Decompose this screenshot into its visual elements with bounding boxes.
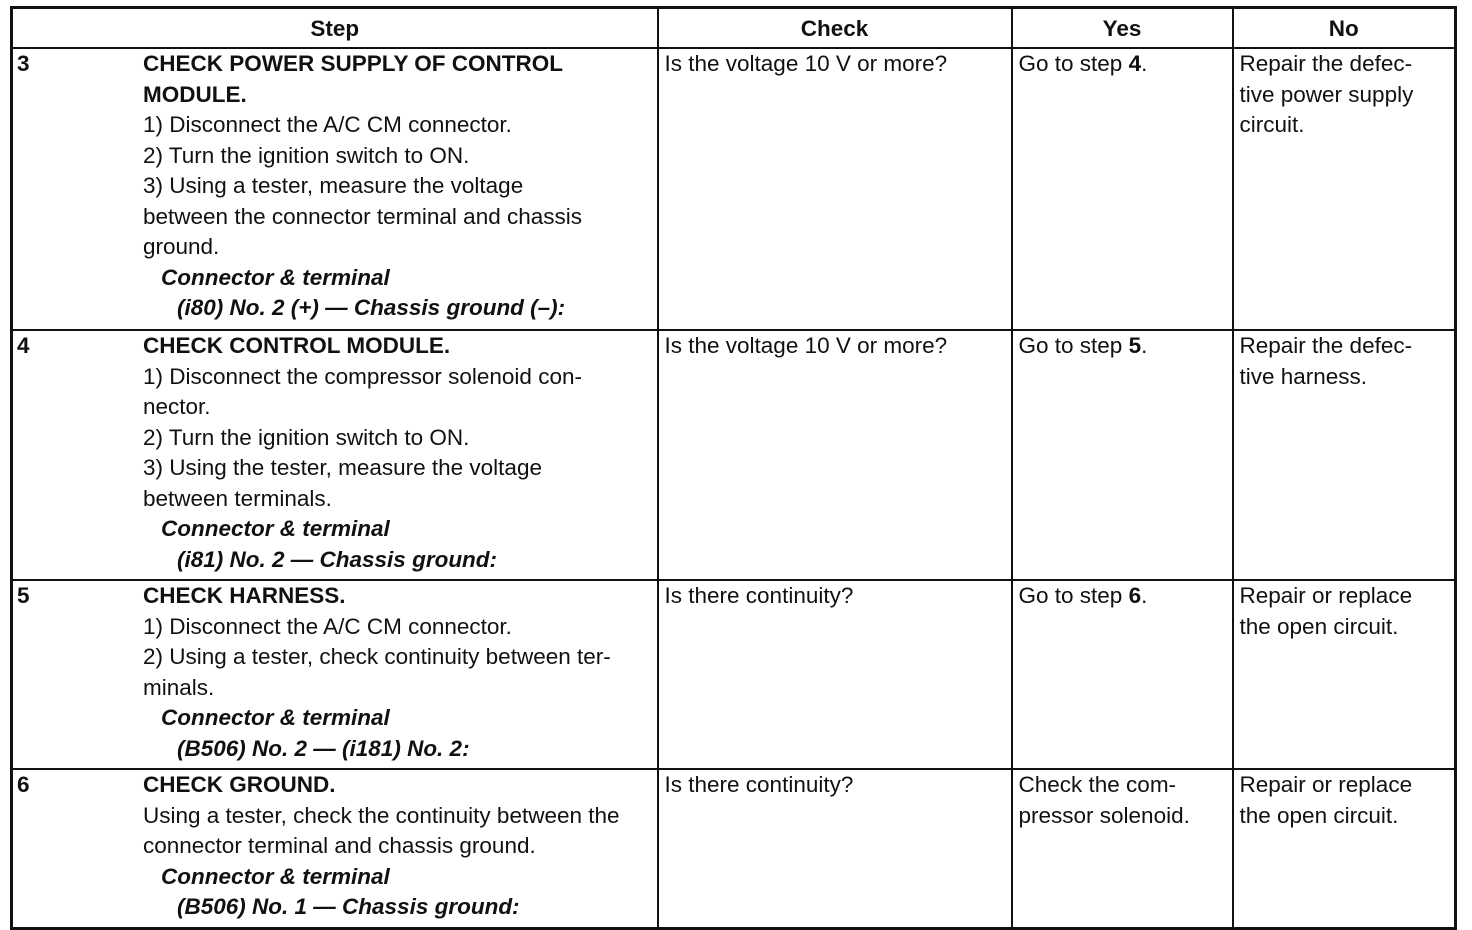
yes-prefix: Go to step bbox=[1018, 333, 1129, 358]
table-row bbox=[12, 48, 1456, 330]
yes-prefix: Go to step bbox=[1018, 583, 1129, 608]
check-cell: Is there continuity? bbox=[658, 769, 1012, 928]
instruction-line: 1) Disconnect the A/C CM connector. bbox=[143, 613, 512, 639]
instruction-line: 1) Disconnect the compressor solenoid con- bbox=[143, 363, 582, 389]
step-cell bbox=[12, 769, 658, 928]
yes-suffix: . bbox=[1141, 51, 1148, 76]
no-cell bbox=[1233, 330, 1456, 580]
yes-suffix: . bbox=[1141, 333, 1148, 358]
no-line: Repair the defec- bbox=[1239, 51, 1413, 76]
instruction-line: 3) Using the tester, measure the voltage bbox=[143, 455, 542, 480]
no-line: circuit. bbox=[1239, 112, 1305, 137]
check-cell: Is the voltage 10 V or more? bbox=[658, 48, 1012, 330]
step-title-cont: MODULE. bbox=[143, 81, 247, 107]
step-cell bbox=[12, 48, 658, 330]
yes-cell bbox=[1012, 48, 1233, 330]
yes-step-link: 4 bbox=[1128, 51, 1142, 76]
instruction-line: minals. bbox=[143, 674, 215, 700]
instruction-line: ground. bbox=[143, 234, 220, 259]
step-number: 5 bbox=[17, 583, 30, 608]
table-row bbox=[12, 330, 1456, 580]
check-cell: Is the voltage 10 V or more? bbox=[658, 330, 1012, 580]
connector-terminal-value: (B506) No. 2 — (i181) No. 2: bbox=[177, 735, 470, 761]
no-line: Repair or replace bbox=[1239, 772, 1413, 797]
header-yes: Yes bbox=[1012, 8, 1233, 49]
yes-suffix: . bbox=[1141, 583, 1148, 608]
table-row bbox=[12, 580, 1456, 769]
instruction-line: nector. bbox=[143, 394, 211, 419]
no-cell bbox=[1233, 580, 1456, 769]
yes-prefix: Go to step bbox=[1018, 51, 1129, 76]
yes-step-link: 5 bbox=[1128, 333, 1142, 358]
step-cell bbox=[12, 330, 658, 580]
instruction-line: 2) Using a tester, check continuity between ter- bbox=[143, 644, 611, 669]
instruction-line: between the connector terminal and chassis bbox=[143, 203, 583, 229]
connector-terminal-label: Connector & terminal bbox=[161, 264, 390, 290]
connector-terminal-value: (B506) No. 1 — Chassis ground: bbox=[177, 894, 520, 919]
step-body bbox=[143, 770, 651, 923]
step-title: CHECK HARNESS. bbox=[143, 583, 346, 608]
yes-line: Check the com- bbox=[1018, 772, 1177, 797]
instruction-line: between terminals. bbox=[143, 485, 332, 511]
instruction-line: Using a tester, check the continuity between the bbox=[143, 802, 620, 828]
yes-cell bbox=[1012, 580, 1233, 769]
step-number: 6 bbox=[17, 772, 30, 797]
yes-cell bbox=[1012, 769, 1233, 928]
no-line: tive harness. bbox=[1239, 363, 1368, 389]
instruction-line: 1) Disconnect the A/C CM connector. bbox=[143, 112, 512, 137]
instruction-line: 2) Turn the ignition switch to ON. bbox=[143, 424, 470, 450]
connector-terminal-label: Connector & terminal bbox=[161, 705, 390, 730]
yes-line: pressor solenoid. bbox=[1018, 802, 1190, 828]
connector-terminal-value: (i80) No. 2 (+) — Chassis ground (–): bbox=[177, 295, 566, 320]
no-line: tive power supply bbox=[1239, 81, 1414, 107]
instruction-line: 3) Using a tester, measure the voltage bbox=[143, 173, 524, 198]
no-cell bbox=[1233, 769, 1456, 928]
step-title: CHECK POWER SUPPLY OF CONTROL bbox=[143, 51, 564, 76]
step-title: CHECK GROUND. bbox=[143, 772, 336, 797]
connector-terminal-value: (i81) No. 2 — Chassis ground: bbox=[177, 546, 498, 572]
step-cell bbox=[12, 580, 658, 769]
connector-terminal-label: Connector & terminal bbox=[161, 863, 390, 889]
step-body bbox=[143, 581, 651, 764]
step-body bbox=[143, 49, 651, 324]
yes-step-link: 6 bbox=[1128, 583, 1142, 608]
table-row bbox=[12, 769, 1456, 928]
no-line: the open circuit. bbox=[1239, 802, 1399, 828]
header-step: Step bbox=[12, 8, 658, 49]
no-line: Repair or replace bbox=[1239, 583, 1413, 608]
no-line: Repair the defec- bbox=[1239, 333, 1413, 358]
connector-terminal-label: Connector & terminal bbox=[161, 516, 390, 541]
no-line: the open circuit. bbox=[1239, 613, 1399, 639]
header-no: No bbox=[1233, 8, 1456, 49]
step-number: 3 bbox=[17, 51, 30, 76]
no-cell bbox=[1233, 48, 1456, 330]
step-title: CHECK CONTROL MODULE. bbox=[143, 333, 451, 358]
check-cell: Is there continuity? bbox=[658, 580, 1012, 769]
diagnosis-table bbox=[10, 6, 1457, 930]
step-body bbox=[143, 331, 651, 575]
step-number: 4 bbox=[17, 333, 30, 358]
yes-cell bbox=[1012, 330, 1233, 580]
instruction-line: connector terminal and chassis ground. bbox=[143, 833, 536, 858]
instruction-line: 2) Turn the ignition switch to ON. bbox=[143, 142, 470, 168]
header-row bbox=[12, 8, 1456, 49]
header-check: Check bbox=[658, 8, 1012, 49]
